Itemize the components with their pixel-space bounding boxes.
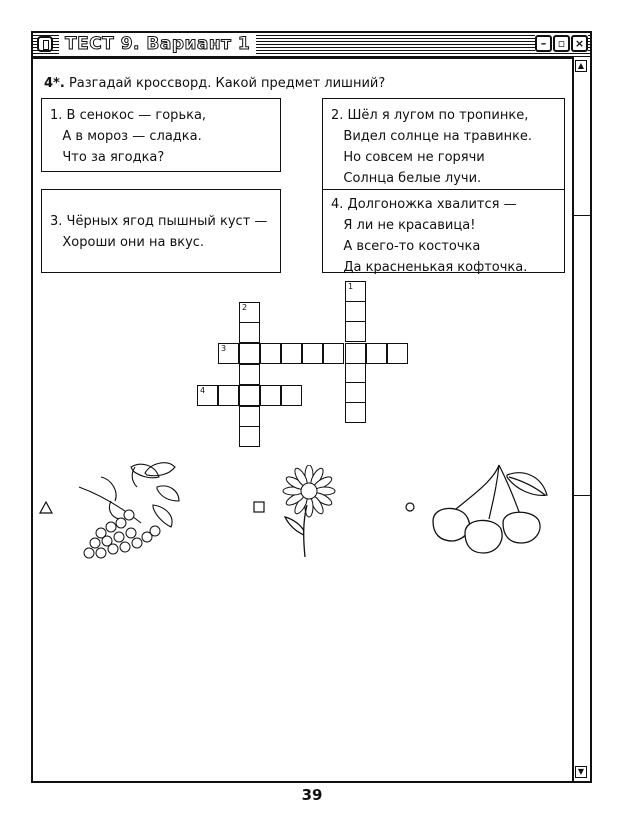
scroll-thumb[interactable] <box>574 495 590 496</box>
test-window <box>31 31 592 783</box>
riddle-2: 2. Шёл я лугом по тропинке, Видел солнце на травинке. Но совсем не горячи Солнца белые лучи. <box>322 98 565 190</box>
page-number: 39 <box>301 786 323 804</box>
cell-number-3: 3 <box>221 344 227 353</box>
crossword-cell[interactable] <box>345 321 366 342</box>
crossword-cell[interactable] <box>197 385 218 406</box>
scroll-down-icon[interactable]: ▼ <box>575 766 587 778</box>
cherry-icon <box>423 461 553 557</box>
crossword-cell[interactable] <box>260 385 281 406</box>
task-text: Разгадай кроссворд. Какой предмет лишний? <box>68 76 386 91</box>
crossword-cell[interactable] <box>345 301 366 322</box>
crossword-cell[interactable] <box>366 343 387 364</box>
cell-number-1: 1 <box>348 282 354 291</box>
scroll-track-mark <box>574 215 590 216</box>
crossword-cell[interactable] <box>345 382 366 403</box>
window-menu-icon[interactable] <box>37 36 53 52</box>
crossword-cell[interactable] <box>387 343 408 364</box>
crossword-cell[interactable] <box>239 426 260 447</box>
crossword-cell[interactable] <box>260 343 281 364</box>
task-number: 4*. <box>44 76 65 91</box>
crossword-cell[interactable] <box>323 343 344 364</box>
crossword-cell[interactable] <box>218 343 239 364</box>
crossword-cell[interactable] <box>239 302 260 323</box>
window-title: ТЕСТ 9. Вариант 1 <box>59 34 256 55</box>
riddle-1: 1. В сенокос — горька, А в мороз — сладка. Что за ягодка? <box>41 98 281 172</box>
minimize-icon[interactable]: – <box>535 35 552 52</box>
riddle-3: 3. Чёрных ягод пышный куст — Хороши они на вкус. <box>41 189 281 273</box>
crossword-cell[interactable] <box>239 343 260 364</box>
riddle-4: 4. Долгоножка хвалится — Я ли не красавица! А всего-то косточка Да красненькая кофточка. <box>322 189 565 273</box>
crossword-cell[interactable] <box>281 385 302 406</box>
crossword-cell[interactable] <box>239 406 260 427</box>
cell-number-4: 4 <box>200 386 206 395</box>
title-bar <box>33 33 590 59</box>
crossword-cell[interactable] <box>281 343 302 364</box>
square-marker-icon[interactable] <box>253 501 265 513</box>
cell-number-2: 2 <box>242 303 248 312</box>
crossword-cell[interactable] <box>345 343 366 364</box>
crossword-cell[interactable] <box>302 343 323 364</box>
vertical-scrollbar[interactable] <box>572 57 590 781</box>
crossword-cell[interactable] <box>239 364 260 385</box>
task-instruction <box>44 76 385 92</box>
crossword-cell[interactable] <box>218 385 239 406</box>
crossword-cell[interactable] <box>239 322 260 343</box>
chamomile-flower-icon <box>273 465 343 561</box>
rowan-berries-icon <box>71 457 181 567</box>
triangle-marker-icon[interactable] <box>39 501 53 514</box>
window-controls <box>535 35 588 52</box>
crossword-cell[interactable] <box>239 385 260 406</box>
scroll-up-icon[interactable]: ▲ <box>575 60 587 72</box>
crossword-cell[interactable] <box>345 362 366 383</box>
circle-marker-icon[interactable] <box>405 502 415 512</box>
crossword-cell[interactable] <box>345 281 366 302</box>
close-icon[interactable]: × <box>571 35 588 52</box>
crossword-cell[interactable] <box>345 402 366 423</box>
restore-icon[interactable]: ▫ <box>553 35 570 52</box>
